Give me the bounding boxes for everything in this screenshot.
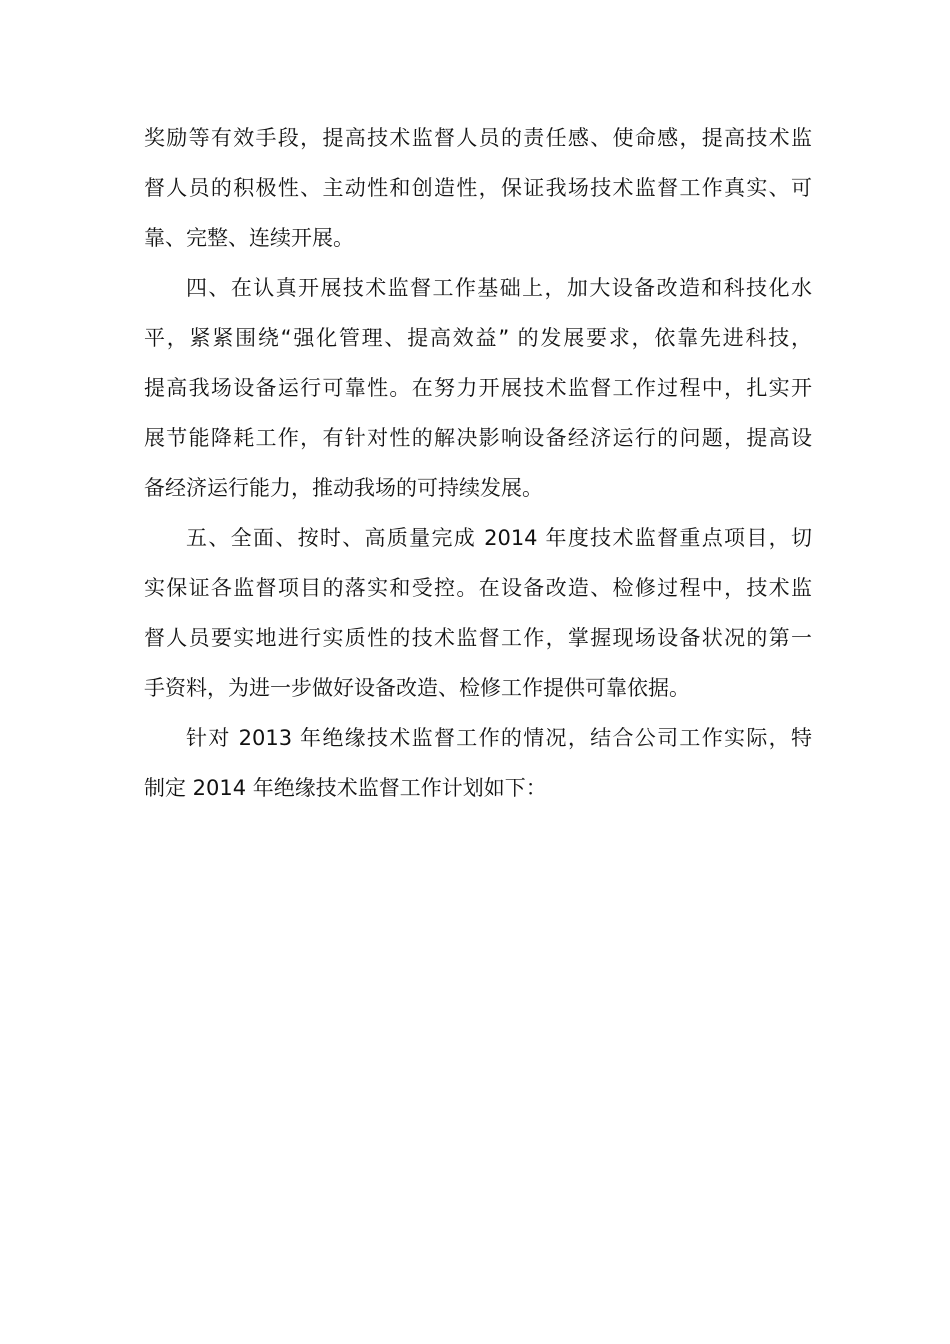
text-line: 备经济运行能力，推动我场的可持续发展。 (144, 476, 543, 500)
paragraph-item-five (144, 513, 812, 713)
text-line: 督人员的积极性、主动性和创造性，保证我场技术监督工作真实、可 (144, 176, 812, 200)
text-line: 平，紧紧围绕“强化管理、提高效益” 的发展要求，依靠先进科技， (144, 326, 812, 350)
text-line: 实保证各监督项目的落实和受控。在设备改造、检修过程中，技术监 (144, 576, 812, 600)
text-line: 督人员要实地进行实质性的技术监督工作，掌握现场设备状况的第一 (144, 626, 812, 650)
document-body (144, 113, 812, 813)
paragraph-plan-intro (144, 713, 812, 813)
text-line: 针对 2013 年绝缘技术监督工作的情况，结合公司工作实际，特 (186, 726, 812, 750)
paragraph-incentives (144, 113, 812, 263)
text-line: 奖励等有效手段，提高技术监督人员的责任感、使命感，提高技术监 (144, 126, 812, 150)
text-line: 手资料，为进一步做好设备改造、检修工作提供可靠依据。 (144, 676, 690, 700)
text-line: 四、在认真开展技术监督工作基础上，加大设备改造和科技化水 (186, 276, 812, 300)
text-line: 展节能降耗工作，有针对性的解决影响设备经济运行的问题，提高设 (144, 426, 812, 450)
text-line: 提高我场设备运行可靠性。在努力开展技术监督工作过程中，扎实开 (144, 376, 812, 400)
text-line: 五、全面、按时、高质量完成 2014 年度技术监督重点项目，切 (186, 526, 812, 550)
text-line: 制定 2014 年绝缘技术监督工作计划如下： (144, 776, 547, 800)
text-line: 靠、完整、连续开展。 (144, 226, 354, 250)
paragraph-item-four (144, 263, 812, 513)
